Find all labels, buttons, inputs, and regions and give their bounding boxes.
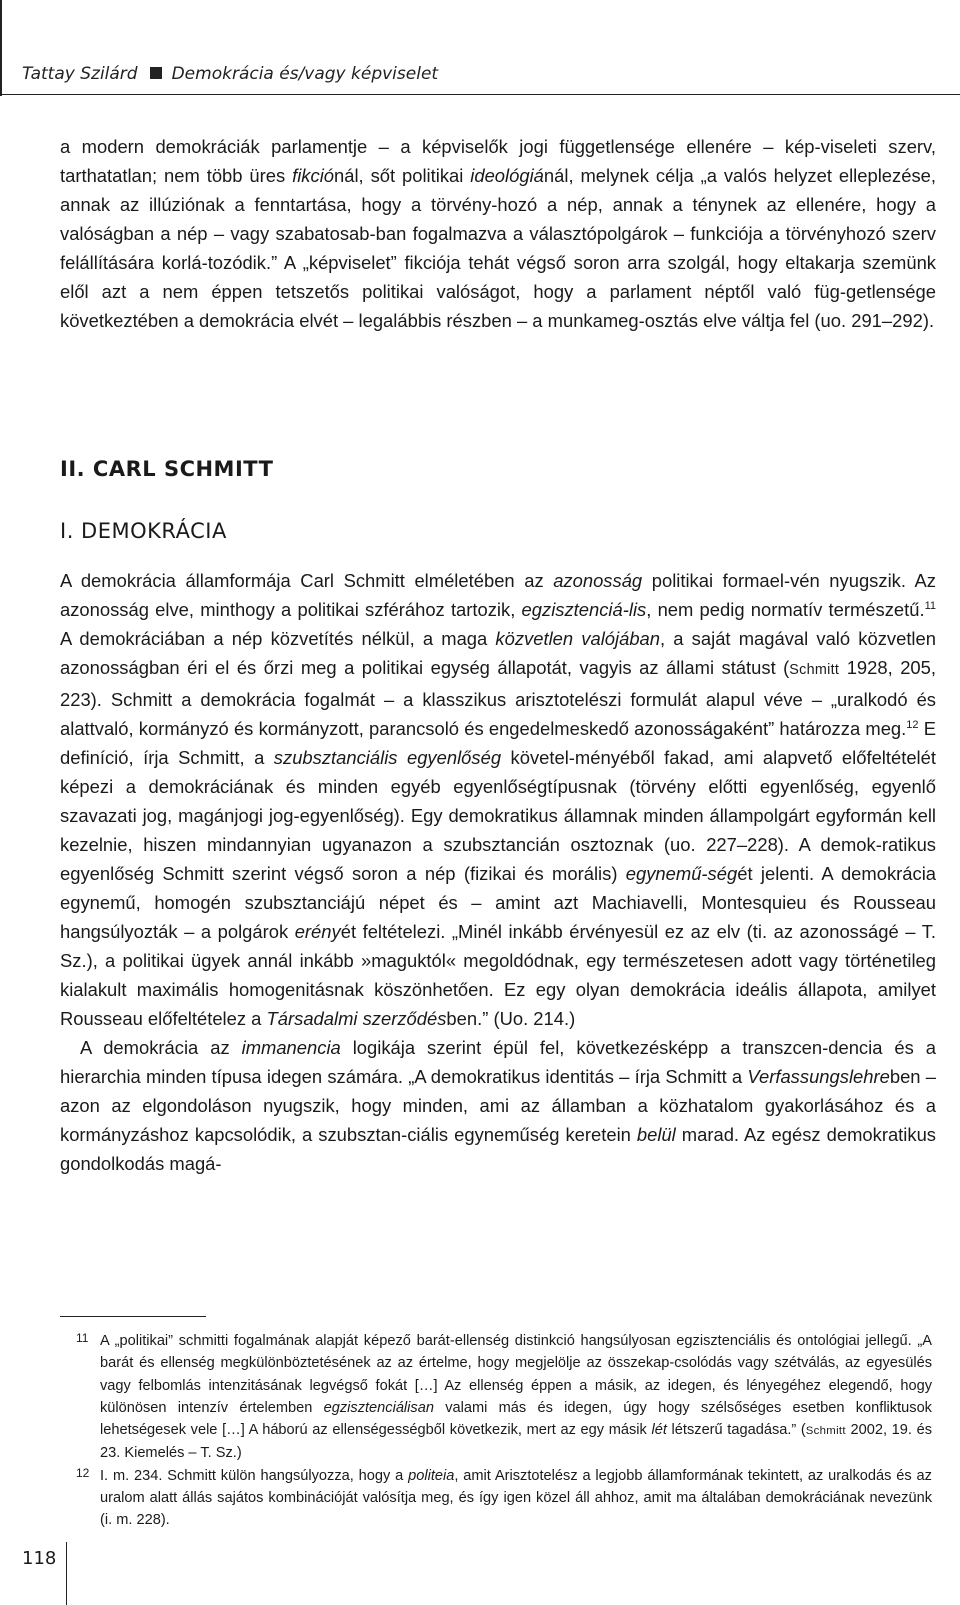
page-frame-left — [0, 0, 2, 96]
page-number-rule — [66, 1542, 67, 1605]
paragraph-immanence: A demokrácia az immanencia logikája szerint épül fel, következésképp a transzcen-dencia és a hierarchia minden típusa idegen számára. „A demokratikus identitás – írja Schmitt a Verfassungslehreben – azon az elgondoláson nyugszik, hogy minden, ami az államban a közhatalom gyakorlásához és a kormányzáshoz kapcsolódik, a szubsztan-ciális egyneműség keretein belül marad. Az egész demokratikus gondolkodás magá- — [60, 1037, 936, 1174]
footnotes — [76, 1330, 932, 1532]
footnote-mark: 12 — [76, 1465, 90, 1480]
section-heading: II. CARL SCHMITT — [60, 457, 274, 481]
footnote-11: 11 A „politikai” schmitti fogalmának alapját képező barát-ellenség distinkció hangsúlyosan egzisztenciális és ontológiai jellegű. „A barát és ellenség megkülönböztetésének az az értelme, hogy megjelölje az összekap-csolódás vagy szétválás, az egyesülés vagy felbomlás intenzitásának legvégső fokát […] Az ellenség éppen a másik, az idegen, és lényegéhez elegendő, hogy különösen intenzív értelemben egzisztenciálisan valami más és idegen, úgy hogy szélsőséges esetben konfliktusok lehetségesek vele […] A háború az ellenségességből következik, mert az egy másik lét létszerű tagadása.” (Schmitt 2002, 19. és 23. Kiemelés – T. Sz.) — [76, 1330, 932, 1465]
header-author: Tattay Szilárd — [22, 64, 138, 84]
header-rule — [0, 94, 960, 95]
paragraph-democracy: A demokrácia államformája Carl Schmitt elméletében az azonosság politikai formael-vén nyugszik. Az azonosság elve, minthogy a politikai szférához tartozik, egzisztenciá-lis, nem pedig normatív természetű.$^{11}$ A demokráciában a nép közvetítés nélkül, a maga közvetlen valójában, a saját magával való közvetlen azonosságban éri el és őrzi meg a politikai egység állapotát, vagyis az állami státust (Schmitt 1928, 205, 223). Schmitt a demokrácia fogalmát – a klasszikus arisztotelészi formulát alapul véve – „uralkodó és alattvaló, kormányzó és kormányzott, parancsoló és engedelmeskedő azonosságaként” határozza meg.$^{12}$ E definíció, írja Schmitt, a szubsztanciális egyenlőség követel-ményéből fakad, ami alapvető előfeltételét képezi a demokráciának és minden egyéb egyenlőségtípusnak (törvény előtti egyenlőség, egyenlő szavazati jog, magánjogi jog-egyenlőség). Egy demokratikus államnak minden állampolgárt egyformán kell kezelnie, hiszen mindannyian ugyanazon a szubsztancián osztoznak (uo. 227–228). A demok-ratikus egyenlőség Schmitt szerint végső soron a nép (fizikai és morális) egynemű-ségét jelenti. A demokrácia egynemű, homogén szubsztanciájú népet és – amint azt Machiavelli, Montesquieu és Rousseau hangsúlyozták – a polgárok erényét feltételezi. „Minél inkább érvényesül ez az elv (ti. az azonosságé – T. Sz.), a politikai ügyek annál inkább »maguktól« megoldódnak, egy természetesen adott vagy történetileg kialakult maximális homogenitásnak köszönhetően. Ez egy olyan demokrácia ideális állapota, amilyet Rousseau előfeltételez a Társadalmi szerződésben.” (Uo. 214.) — [60, 570, 937, 1029]
footnote-ref-11[interactable]: 11 — [924, 600, 936, 612]
running-header — [22, 64, 438, 84]
square-bullet-icon — [150, 67, 162, 79]
footnote-mark: 11 — [76, 1331, 89, 1345]
footnote-rule — [60, 1316, 206, 1317]
footnote-12: 12 I. m. 234. Schmitt külön hangsúlyozza, hogy a politeia, amit Arisztotelész a legjobb államformának tekintett, az uralkodás és az uralom alatt állás sajátos kombinációját valósítja meg, és így igen közel áll ahhoz, amit ma általában demokráciának nevezünk (i. m. 228). — [76, 1465, 932, 1532]
page-number: 118 — [22, 1548, 57, 1569]
footnote-ref-12[interactable]: 12 — [906, 719, 919, 731]
subsection-heading: I. DEMOKRÁCIA — [60, 519, 227, 543]
header-title: Demokrácia és/vagy képviselet — [171, 64, 439, 84]
paragraph-continuation: a modern demokráciák parlamentje – a képviselők jogi függetlensége ellenére – kép-viseleti szerv, tarthatatlan; nem több üres fikciónál, sőt politikai ideológiánál, melynek célja „a valós helyzet elleplezése, annak az illúziónak a fenntartása, hogy a törvény-hozó a nép, annak a ténynek az ellenére, hogy a valóságban a nép – vagy szabatosab-ban fogalmazva a választópolgárok – funkciója a törvényhozó szerv felállítására korlá-tozódik.” A „képviselet” fikciója tehát végső soron arra szolgál, hogy eltakarja szemünk elől azt a nem éppen tetszetős politikai valóságot, hogy a parlament néptől való füg-getlensége következtében a demokrácia elvét – legalábbis részben – a munkameg-osztás elve váltja fel (uo. 291–292). — [60, 136, 936, 331]
body-text — [60, 566, 936, 1178]
